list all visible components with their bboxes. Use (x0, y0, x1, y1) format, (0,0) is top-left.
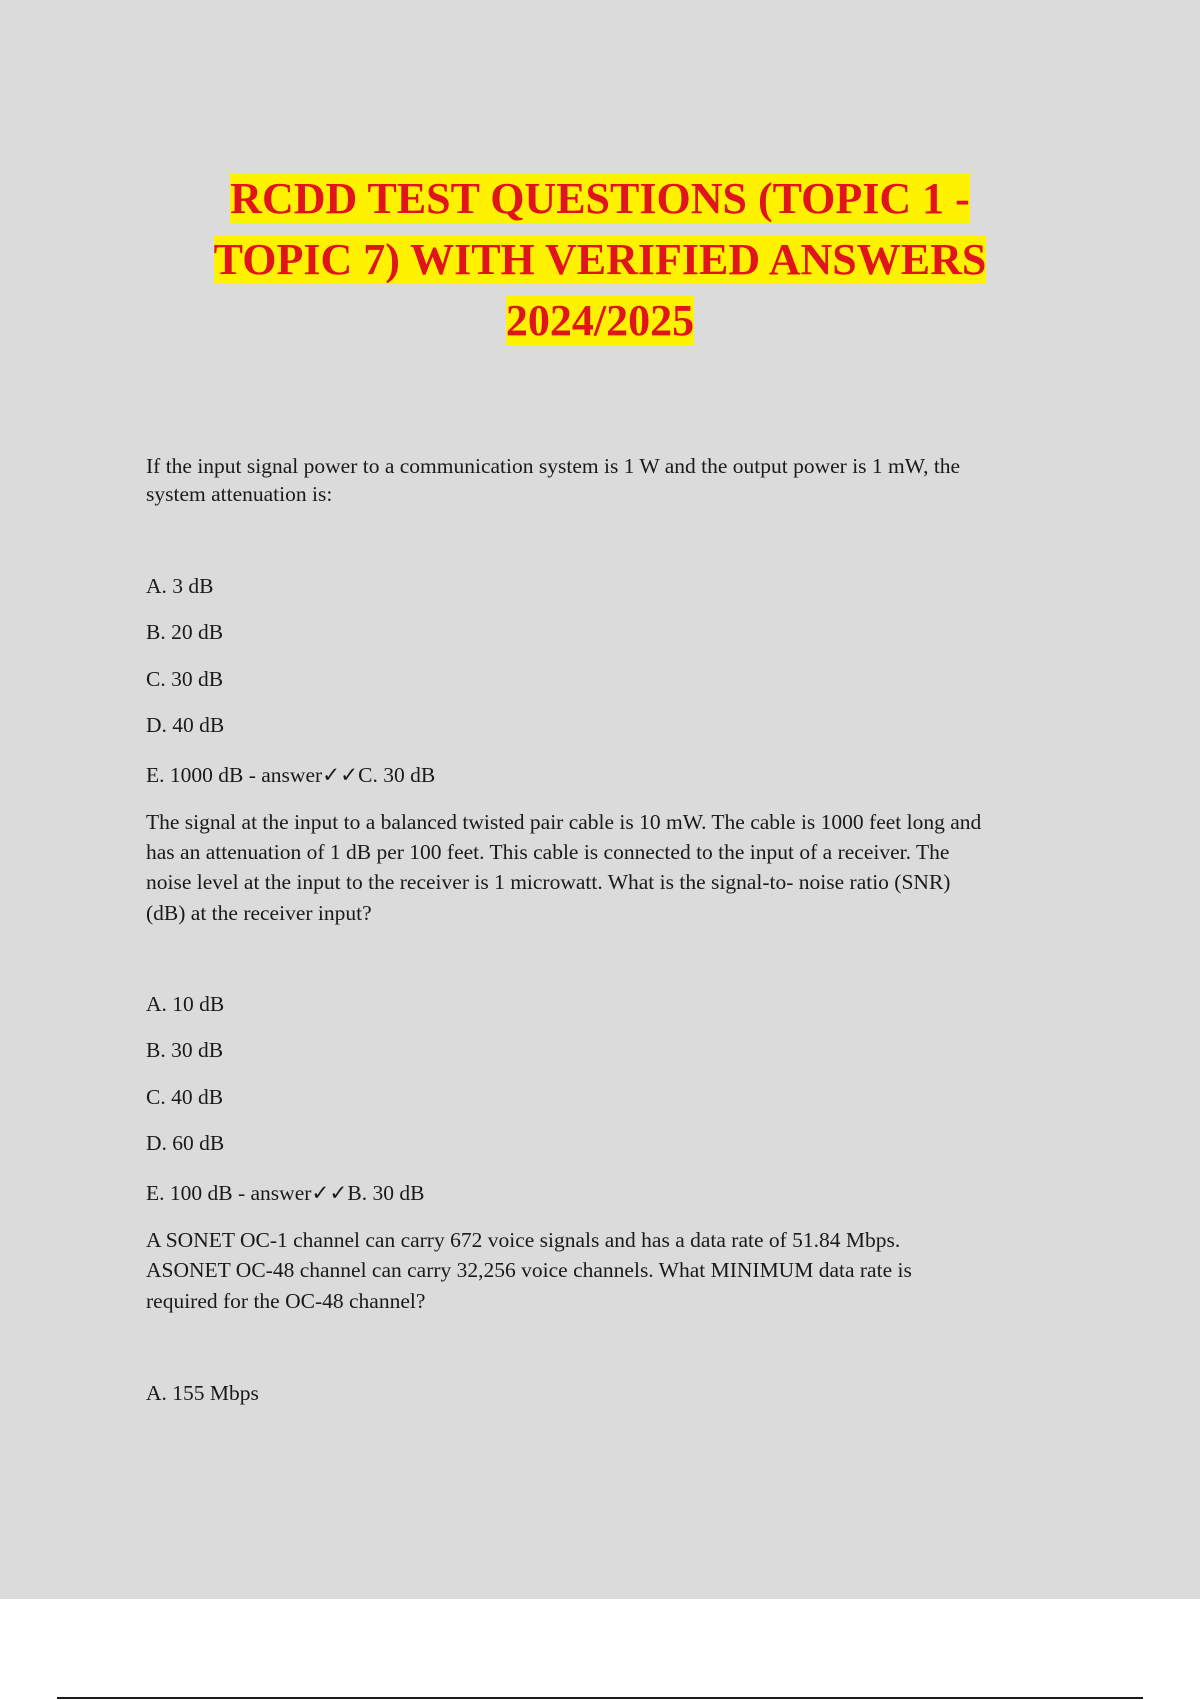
title-line-2: TOPIC 7) WITH VERIFIED ANSWERS (213, 235, 987, 284)
question-2-text-line-4: (dB) at the receiver input? (146, 901, 372, 925)
question-2-option-a: A. 10 dB (146, 992, 225, 1016)
question-1-option-e-answer: E. 1000 dB - answer✓✓C. 30 dB (146, 763, 436, 787)
question-3-text-line-3: required for the OC-48 channel? (146, 1289, 426, 1313)
question-2-text-line-2: has an attenuation of 1 dB per 100 feet. This cable is connected to the input of a receiver. The (146, 840, 950, 864)
question-2-text-line-3: noise level at the input to the receiver is 1 microwatt. What is the signal-to- noise ratio (SNR) (146, 870, 951, 894)
title-line-3: 2024/2025 (505, 296, 695, 345)
question-1-option-a: A. 3 dB (146, 574, 214, 598)
question-2-option-d: D. 60 dB (146, 1131, 225, 1155)
question-1-option-b: B. 20 dB (146, 620, 224, 644)
question-1-option-c: C. 30 dB (146, 667, 224, 691)
document-title (0, 168, 1200, 351)
question-1-text-line-1: If the input signal power to a communication system is 1 W and the output power is 1 mW, the (146, 454, 961, 478)
question-2-option-c: C. 40 dB (146, 1085, 224, 1109)
question-1-option-d: D. 40 dB (146, 713, 225, 737)
question-3-text-line-1: A SONET OC-1 channel can carry 672 voice signals and has a data rate of 51.84 Mbps. (146, 1228, 901, 1252)
question-3-text-line-2: ASONET OC-48 channel can carry 32,256 voice channels. What MINIMUM data rate is (146, 1258, 912, 1282)
title-line-1: RCDD TEST QUESTIONS (TOPIC 1 - (230, 174, 970, 223)
question-2-text-line-1: The signal at the input to a balanced twisted pair cable is 10 mW. The cable is 1000 feet long and (146, 810, 982, 834)
question-1-text-line-2: system attenuation is: (146, 482, 333, 506)
footer-rule (57, 1697, 1143, 1699)
question-2-option-e-answer: E. 100 dB - answer✓✓B. 30 dB (146, 1181, 425, 1205)
question-3-option-a: A. 155 Mbps (146, 1381, 259, 1405)
question-2-option-b: B. 30 dB (146, 1038, 224, 1062)
